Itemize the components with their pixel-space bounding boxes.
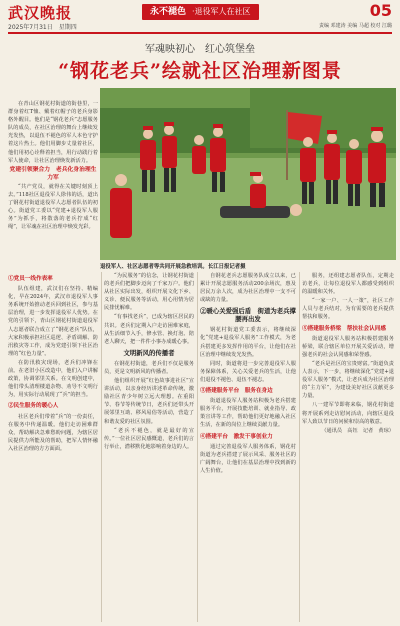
article-paragraph: 街道退役军人服务站积极搭建服务桥梁，联合辖区单位开展关爱活动，增强老兵的社会认同感和荣誉感。 — [302, 335, 394, 358]
masthead: 武汉晚报 — [8, 4, 73, 22]
article-column-4 — [302, 272, 394, 436]
column-divider — [197, 272, 198, 622]
article-column-2 — [104, 272, 194, 452]
issue-date: 2025年7月31日 星期四 — [8, 24, 77, 31]
article-paragraph: 社区老兵们带着“兵”的一份责任，在服务中传递温暖。他们走访困难群众，帮助解决急难愁盼问题，为辖区居民提供力所能及的帮助，把军人情怀融入社区治理的方方面面。 — [8, 413, 98, 452]
section-heading: ②暖心关爱强后盾 街道为老兵撑腰再出发 — [200, 307, 296, 324]
news-photo — [100, 88, 396, 260]
editor-credits: 责编 邓建涛 美编 马超 校对 江璐 — [319, 23, 392, 29]
headline-kicker: 军魂映初心 红心筑堡垒 — [145, 44, 255, 55]
article-paragraph: “一家一户、一人一策”，社区工作人员与老兵结对，为有需要的老兵提供帮扶和服务。 — [302, 298, 394, 321]
article-paragraph: 八一建军节即将来临，钢花村街道将开展系列走访慰问活动，向辖区退役军人致以节日的问候和崇高的敬意。 — [302, 402, 394, 425]
column-divider — [299, 272, 300, 622]
article-paragraph: 钢花村街道党工委表示，将继续深化“党建+退役军人服务”工作模式，为老兵搭建更多发挥作用的平台，让他们在社区治理中继续发光发热。 — [200, 327, 296, 358]
article-paragraph: 同时，街道将进一步完善退役军人服务保障体系，关心关爱老兵的生活，让他们退役不褪色、退伍不褪志。 — [200, 360, 296, 383]
article-paragraph: 在钢花村街道，老兵们不仅是服务员，更是文明新风的传播者。 — [104, 360, 194, 375]
article-paragraph: 队伍组建，武汉们在坚持、精编化，早在2024年，武汉市退役军人事务系统开始推动老兵回到社区，参与基层治理，进一步发挥退役军人优势。在党的引领下，青山区钢花村街道退役军人志愿者联合成立了“钢花老兵”队伍，大家积极承担社区巡逻、矛盾调解、防汛救灾等工作，成为党建引领下社区治理的“红色力量”。 — [8, 286, 98, 357]
section-heading: ⑤搭建服务桥梁 帮扶社会认同感 — [302, 325, 386, 332]
photo-caption: 退役军人、社区志愿者等共同开展急救培训。长江日报记者摄 — [100, 264, 246, 270]
page-header — [0, 0, 400, 34]
subhead: 文明新风的传播者 — [123, 348, 175, 357]
lead-paragraph: “共产党员，就得在关键时刻顶上去。”118社区退役军人徐伟的话，道出了钢花村街道退役军人志愿者队伍的初心。街道党工委以“党建+退役军人服务”为抓手，将散落的老兵拧成“红绳”，让军魂在社区治理中焕发光彩。 — [8, 183, 98, 231]
column-divider — [101, 272, 102, 622]
article-paragraph: 服务，还组建志愿者队伍，定期走访老兵，让每位退役军人都感受到组织的温暖和关怀。 — [302, 273, 394, 296]
photo-illustration — [100, 88, 396, 260]
article-paragraph: “老兵是社区的宝贵财富。”街道负责人表示，下一步，将继续深化“党建+退役军人服务”模式，让老兵成为社区治理的“主力军”，为建设美好社区贡献更多力量。 — [302, 360, 394, 400]
article-paragraph: “有事找老兵”，已成为辖区居民的共识。老兵们定期入户走访困难家庭，从生活细节入手，修水管、换灯泡、陪老人聊天，把一件件小事办成暖心事。 — [104, 314, 194, 345]
article-paragraph: 街道退役军人服务站积极为老兵搭建服务平台，开展技能培训、就业指导、政策宣讲等工作，帮助他们更好地融入社区生活，在新的岗位上继续贡献力量。 — [200, 398, 296, 429]
header-rule — [8, 32, 392, 34]
headline: “钢花老兵”绘就社区治理新图景 — [58, 60, 342, 82]
section-heading: ①党员一线作表率 — [8, 276, 53, 282]
section-band — [142, 4, 259, 20]
page-number: 05 — [369, 1, 392, 20]
article-paragraph: 在防汛救灾现场，老兵们冲锋在前。在老旧小区改造中，他们入户讲解政策，协调邻里关系。在文明创建中，他们带头清理楼道杂物、劝导不文明行为，用实际行动展现了“兵”的担当。 — [8, 359, 98, 399]
lead-column — [8, 100, 98, 233]
section-heading: ④搭建平台 激发干事创业力 — [200, 433, 273, 440]
section-heading: ②民生服务的暖心人 — [8, 403, 59, 410]
section-subtitle: ·退役军人在社区 — [192, 7, 251, 16]
section-title: 永不褪色 — [150, 7, 187, 17]
lead-subhead: 党建引领聚合力 老兵化身治理生力军 — [9, 166, 97, 181]
article-paragraph: “为民服务”的信念，让钢花村街道的老兵们把脚步迈向了千家万户。他们从社区实际出发，组织开展文化下乡、义诊、便民服务等活动，用心用情为居民排忧解难。 — [104, 273, 194, 312]
article-column-3 — [200, 272, 296, 476]
article-paragraph: 自钢花老兵志愿服务队成立以来，已累计开展志愿服务活动200余场次，惠及居民万余人次，成为社区治理中一支不可或缺的力量。 — [200, 273, 296, 304]
article-paragraph: “老兵不褪色，就是最好的宣传。”一位社区居民感慨道，老兵们的言行举止，潜移默化地影响着身边的人。 — [104, 427, 194, 450]
section-heading: ③搭建服务平台 服务在身边 — [200, 388, 273, 395]
article-paragraph: 通过完善退役军人服务体系，钢花村街道为老兵搭建了展示风采、服务社区的广阔舞台，让他们在基层治理中找到新的人生价值。 — [200, 443, 296, 474]
article-column-1 — [8, 272, 98, 454]
article-paragraph: 他们组织开展“红色故事进社区”宣讲活动，以亲身经历讲述革命传统，激励社区青少年树立远大理想。在重阳节、春节等传统节日，老兵们还带头开展邻里互助、移风易俗等活动，营造了和谐友爱的社区氛围。 — [104, 378, 194, 425]
lead-paragraph: 在青山区钢花村街道的街巷里，一群身着红T恤、戴着红帽子的老兵身影格外醒目。他们是“钢花老兵”志愿服务队的成员，在社区治理的舞台上继续发光发热，以退伍不褪色的军人本色守护着这片热土。他们用脚步丈量着社区，他们用初心诠释着担当，用行动践行着军人使命，让社区治理焕发新活力。 — [8, 101, 98, 164]
byline: （通讯员 高钰 记者 黄琼） — [321, 427, 394, 434]
